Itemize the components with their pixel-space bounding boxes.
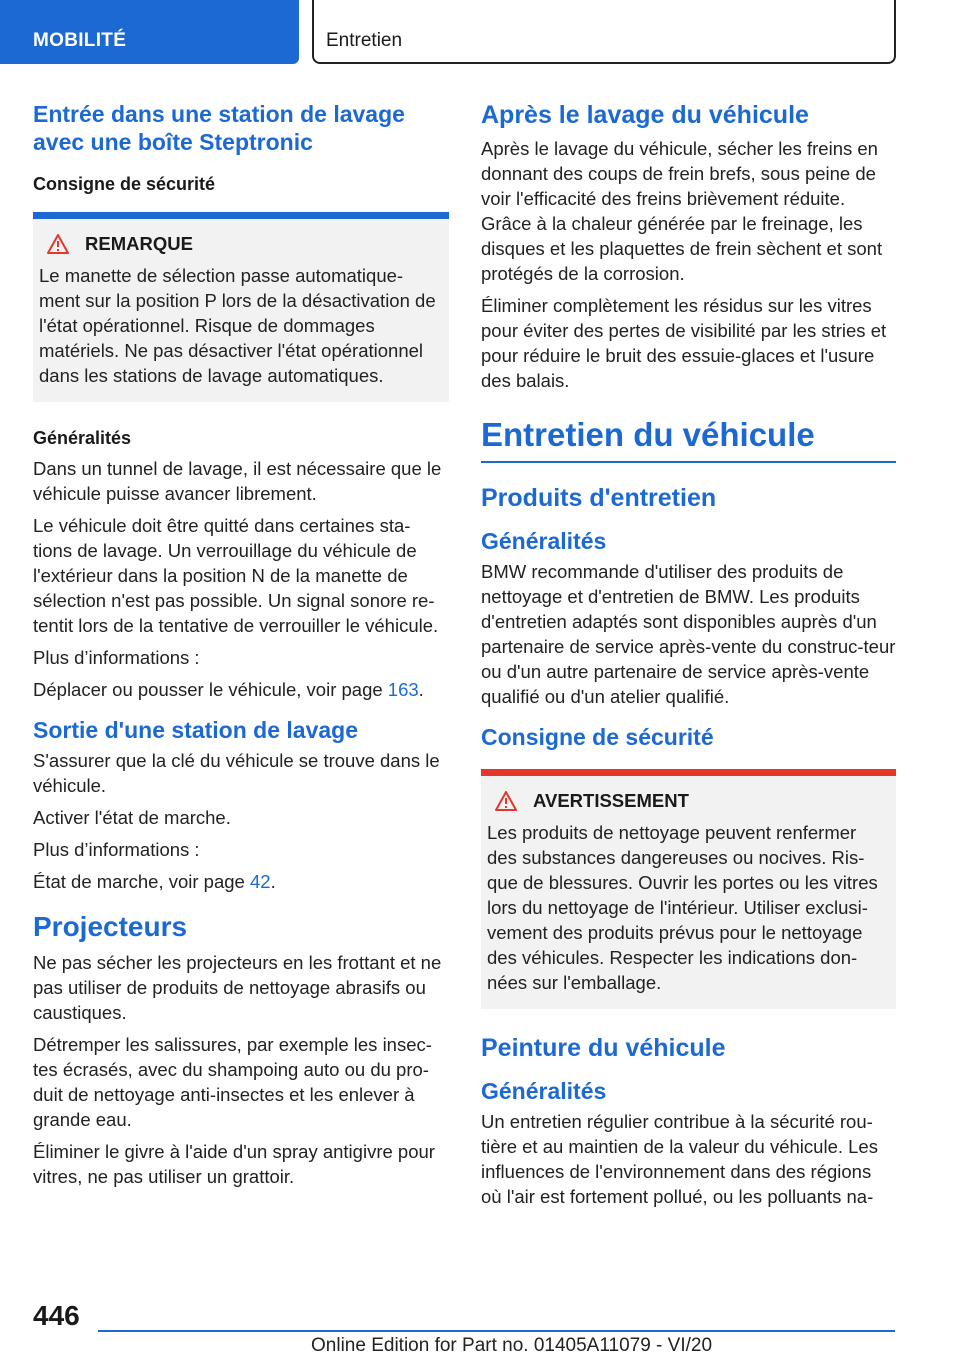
general-label: Généralités xyxy=(33,428,132,448)
paragraph: Dans un tunnel de lavage, il est nécessaire que le véhicule puisse avancer librement. xyxy=(33,458,442,504)
paragraph: Le véhicule doit être quitté dans certaines sta-tions de lavage. Un verrouillage du véhicule de l'extérieur dans la position N de la manette de sélection n'est pas possible. Un signal sonore re-tentit lors de la tentative de verrouiller le véhicule. xyxy=(33,515,439,636)
safety-label: Consigne de sécurité xyxy=(481,724,714,750)
notice-title: REMARQUE xyxy=(85,233,193,254)
safety-label: Consigne de sécurité xyxy=(33,174,216,194)
notice-avertissement xyxy=(481,769,896,1009)
warning-triangle-icon xyxy=(495,791,517,811)
paragraph: BMW recommande d'utiliser des produits de nettoyage et d'entretien de BMW. Les produits d'entretien adaptés sont disponibles auprès d'un partenaire de service après-vente du construc-teur ou d'un autre partenaire de service après-vente qualifié ou d'un atelier qualifié. xyxy=(481,561,896,707)
paragraph: S'assurer que la clé du véhicule se trouve dans le véhicule. xyxy=(33,750,440,796)
warning-triangle-icon xyxy=(47,234,69,254)
heading-maintenance: Entretien du véhicule xyxy=(481,415,896,463)
heading-paint: Peinture du véhicule xyxy=(481,1034,726,1062)
paragraph: Activer l'état de marche. xyxy=(33,807,231,828)
right-column xyxy=(481,100,896,1216)
notice-title: AVERTISSEMENT xyxy=(533,790,689,811)
footer-divider xyxy=(98,1330,895,1332)
page-link-163[interactable]: 163 xyxy=(387,679,419,700)
heading-exit: Sortie d'une station de lavage xyxy=(33,717,358,743)
general-label: Généralités xyxy=(481,1078,607,1104)
page-link-42[interactable]: 42 xyxy=(249,871,271,892)
paragraph: Plus d’informations : xyxy=(33,839,200,860)
left-column xyxy=(33,100,449,1196)
page-number: 446 xyxy=(33,1300,80,1331)
general-label: Généralités xyxy=(481,528,607,554)
heading-car-wash-entry: Entrée dans une station de lavage avec une boîte Steptronic xyxy=(33,101,405,155)
paragraph-with-link: État de marche, voir page 42. xyxy=(33,871,276,892)
notice-text: Les produits de nettoyage peuvent renfermer des substances dangereuses ou nocives. Ris-que de blessures. Ouvrir les portes ou les vitres lors du nettoyage de l'intérieur. Utiliser exclusi-vement des produits prévus pour le nettoyage des véhicules. Respecter les indications don-nées sur l'emballage. xyxy=(487,822,878,993)
notice-text: Le manette de sélection passe automatique-ment sur la position P lors de la désactivation de l'état opérationnel. Risque de dommages matériels. Ne pas désactiver l'état opérationnel dans les stations de lavage automatiques. xyxy=(39,265,436,386)
chapter-header xyxy=(312,0,896,64)
paragraph: Plus d’informations : xyxy=(33,647,200,668)
notice-remarque xyxy=(33,212,449,402)
chapter-title: Entretien xyxy=(326,30,403,51)
heading-products: Produits d'entretien xyxy=(481,484,717,512)
paragraph: Après le lavage du véhicule, sécher les freins en donnant des coups de frein brefs, sous peine de voir l'efficacité des freins brièvement réduite. Grâce à la chaleur générée par le freinage, les disques et les plaquettes de frein sèchent et sont protégés de la corrosion. xyxy=(481,138,883,284)
edition-text: Online Edition for Part no. 01405A11079 - VI/20 xyxy=(311,1335,713,1356)
paragraph: Détremper les salissures, par exemple les insec-tes écrasés, avec du shampoing auto ou du pro-duit de nettoyage anti-insectes et les enlever à grande eau. xyxy=(33,1034,432,1130)
heading-after-wash: Après le lavage du véhicule xyxy=(481,101,809,129)
paragraph: Ne pas sécher les projecteurs en les frottant et ne pas utiliser de produits de nettoyage abrasifs ou caustiques. xyxy=(33,952,442,1023)
section-tab xyxy=(0,0,299,64)
paragraph: Éliminer complètement les résidus sur les vitres pour éviter des pertes de visibilité par les stries et pour réduire le bruit des essuie-glaces et l'usure des balais. xyxy=(481,295,887,391)
section-title: MOBILITÉ xyxy=(33,30,127,51)
heading-headlights: Projecteurs xyxy=(33,911,188,942)
paragraph-with-link: Déplacer ou pousser le véhicule, voir page 163. xyxy=(33,679,424,700)
paragraph: Un entretien régulier contribue à la sécurité rou-tière et au maintien de la valeur du véhicule. Les influences de l'environnement dans des régions où l'air est fortement pollué, ou les polluants na- xyxy=(481,1111,878,1207)
paragraph: Éliminer le givre à l'aide d'un spray antigivre pour vitres, ne pas utiliser un grattoir. xyxy=(33,1141,435,1187)
